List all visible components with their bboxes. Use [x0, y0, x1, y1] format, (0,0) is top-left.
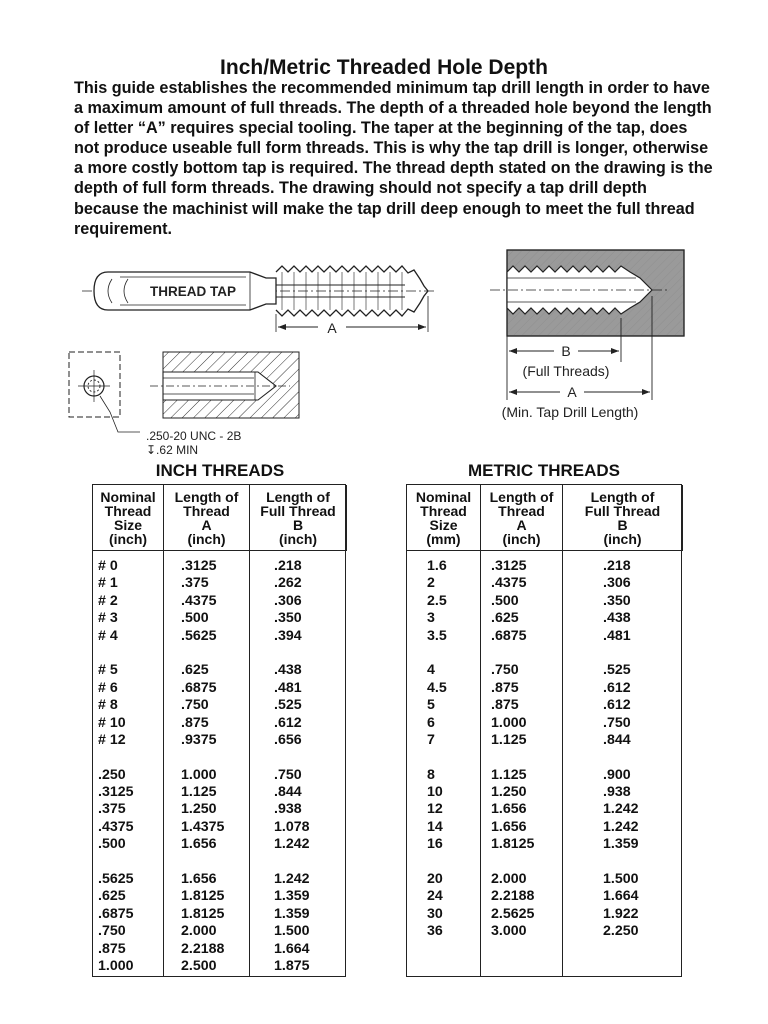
column-header: Length of Thread A (inch)	[164, 485, 250, 551]
page-title: Inch/Metric Threaded Hole Depth	[220, 56, 548, 79]
table-column	[563, 551, 683, 976]
table-cell: # 1	[98, 575, 118, 592]
table-cell: 1.656	[491, 818, 527, 835]
table-cell: .656	[274, 731, 302, 748]
table-cell: 3.000	[491, 923, 527, 940]
table-cell: 1.078	[274, 818, 310, 835]
table-cell: .5625	[181, 627, 217, 644]
table-cell: .6875	[98, 905, 134, 922]
dimension-a: A	[567, 384, 577, 400]
table-cell: .625	[491, 610, 519, 627]
table-cell: .306	[603, 575, 631, 592]
table-cell: 2.2188	[491, 888, 535, 905]
callout-depth: ↧.62 MIN	[146, 443, 199, 457]
table-cell: 24	[427, 888, 443, 905]
table-cell: # 6	[98, 679, 118, 696]
table-cell: 1.242	[603, 818, 639, 835]
table-cell: 1.242	[603, 801, 639, 818]
table-cell: 8	[427, 766, 435, 783]
table-cell: .481	[603, 627, 631, 644]
table-cell: 4	[427, 662, 435, 679]
column-header: Length of Full Thread B (inch)	[563, 485, 683, 551]
metric-threads-table	[406, 484, 682, 977]
column-header: Length of Thread A (inch)	[481, 485, 563, 551]
table-cell: .306	[274, 592, 302, 609]
table-cell: 5	[427, 697, 435, 714]
table-cell: 14	[427, 818, 443, 835]
table-cell: 1.250	[491, 784, 527, 801]
table-cell: 1.656	[181, 836, 217, 853]
table-cell: 1.4375	[181, 818, 225, 835]
table-cell: 1.922	[603, 905, 639, 922]
table-cell: .4375	[491, 575, 527, 592]
table-cell: .875	[491, 679, 519, 696]
table-cell: # 10	[98, 714, 126, 731]
table-column	[164, 551, 250, 976]
table-cell: 1.8125	[181, 888, 225, 905]
full-threads-label: (Full Threads)	[522, 363, 610, 379]
table-cell: 1.250	[181, 801, 217, 818]
column-header: Nominal Thread Size (mm)	[407, 485, 481, 551]
table-cell: .750	[181, 697, 209, 714]
table-cell: .875	[181, 714, 209, 731]
table-cell: 1.242	[274, 836, 310, 853]
table-cell: # 8	[98, 697, 118, 714]
table-cell: 1.359	[274, 905, 310, 922]
table-cell: # 0	[98, 558, 118, 574]
table-cell: 2.000	[181, 923, 217, 940]
table-column	[407, 551, 481, 976]
table-cell: 30	[427, 905, 443, 922]
table-cell: 1.656	[181, 871, 217, 888]
table-cell: 1.875	[274, 957, 310, 974]
intro-paragraph: This guide establishes the recommended minimum tap drill length in order to have a maximum amount of full threads. The depth of a threaded hole beyond the length of letter “A” requires special tooling. The taper at the beginning of the tap, does not produce useable full form threads. This is why the tap drill is longer, otherwise a more costly bottom tap is required. The thread depth stated on the drawing is the depth of full form threads. The drawing should not specify a tap drill depth because the machinist will make the tap drill deep enough to meet the full thread requirement.	[74, 79, 713, 238]
table-cell: .875	[491, 697, 519, 714]
table-cell: 2.250	[603, 923, 639, 940]
table-cell: .3125	[491, 558, 527, 574]
table-cell: .844	[603, 731, 631, 748]
table-cell: .481	[274, 679, 302, 696]
hatched-section	[150, 352, 299, 418]
table-cell: 1.125	[181, 784, 217, 801]
table-cell: .394	[274, 627, 302, 644]
table-cell: .900	[603, 766, 631, 783]
table-cell: .6875	[181, 679, 217, 696]
table-cell: .625	[98, 888, 126, 905]
table-cell: 16	[427, 836, 443, 853]
table-cell: 3.5	[427, 627, 447, 644]
table-cell: .500	[98, 836, 126, 853]
table-cell: .5625	[98, 871, 134, 888]
table-cell: .525	[603, 662, 631, 679]
table-cell: 1.500	[603, 871, 639, 888]
table-cell: # 2	[98, 592, 118, 609]
table-cell: .938	[274, 801, 302, 818]
table-cell: .500	[181, 610, 209, 627]
table-cell: .750	[603, 714, 631, 731]
table-cell: 1.125	[491, 731, 527, 748]
table-cell: 36	[427, 923, 443, 940]
table-cell: 3	[427, 610, 435, 627]
table-cell: .375	[98, 801, 126, 818]
hole-plan-view	[69, 352, 140, 432]
table-cell: .4375	[98, 818, 134, 835]
table-cell: 1.000	[181, 766, 217, 783]
table-cell: .218	[274, 558, 302, 574]
table-cell: 1.125	[491, 766, 527, 783]
dimension-b: B	[561, 343, 571, 359]
table-cell: .750	[98, 923, 126, 940]
table-column	[481, 551, 563, 976]
table-cell: .250	[98, 766, 126, 783]
table-cell: .525	[274, 697, 302, 714]
table-cell: .218	[603, 558, 631, 574]
table-cell: .938	[603, 784, 631, 801]
table-cell: .350	[274, 610, 302, 627]
table-cell: 1.8125	[181, 905, 225, 922]
table-cell: .4375	[181, 592, 217, 609]
table-column	[93, 551, 164, 976]
table-cell: .438	[603, 610, 631, 627]
table-cell: 6	[427, 714, 435, 731]
table-cell: .612	[274, 714, 302, 731]
table-cell: 1.000	[491, 714, 527, 731]
tap-dimension-a: A	[327, 320, 337, 336]
table-cell: 2.5625	[491, 905, 535, 922]
table-cell: 1.8125	[491, 836, 535, 853]
table-cell: 1.242	[274, 871, 310, 888]
table-cell: 2.000	[491, 871, 527, 888]
table-column	[250, 551, 347, 976]
table-cell: .750	[274, 766, 302, 783]
tap-diagrams	[0, 0, 768, 460]
table-cell: .3125	[98, 784, 134, 801]
min-drill-label: (Min. Tap Drill Length)	[501, 404, 639, 420]
table-cell: 1.500	[274, 923, 310, 940]
table-cell: .6875	[491, 627, 527, 644]
thread-tap-label: THREAD TAP	[150, 284, 236, 299]
column-header: Nominal Thread Size (inch)	[93, 485, 164, 551]
table-cell: 1.664	[603, 888, 639, 905]
table-cell: 2.5	[427, 592, 447, 609]
table-cell: .350	[603, 592, 631, 609]
table-cell: # 12	[98, 731, 126, 748]
table-cell: .875	[98, 940, 126, 957]
table-cell: # 5	[98, 662, 118, 679]
inch-threads-title: INCH THREADS	[155, 461, 285, 480]
table-cell: # 4	[98, 627, 118, 644]
column-header: Length of Full Thread B (inch)	[250, 485, 347, 551]
table-cell: .438	[274, 662, 302, 679]
table-cell: .844	[274, 784, 302, 801]
table-cell: 4.5	[427, 679, 447, 696]
table-cell: 20	[427, 871, 443, 888]
table-cell: .612	[603, 697, 631, 714]
inch-threads-table	[92, 484, 346, 977]
table-cell: .3125	[181, 558, 217, 574]
table-cell: 2	[427, 575, 435, 592]
table-cell: .375	[181, 575, 209, 592]
table-cell: .9375	[181, 731, 217, 748]
table-cell: 1.664	[274, 940, 310, 957]
table-cell: .262	[274, 575, 302, 592]
table-cell: .612	[603, 679, 631, 696]
table-cell: # 3	[98, 610, 118, 627]
table-cell: 2.2188	[181, 940, 225, 957]
metric-threads-title: METRIC THREADS	[467, 461, 621, 480]
table-cell: 7	[427, 731, 435, 748]
table-cell: .625	[181, 662, 209, 679]
table-cell: 12	[427, 801, 443, 818]
table-cell: 10	[427, 784, 443, 801]
table-cell: 1.359	[603, 836, 639, 853]
table-cell: 1.6	[427, 558, 447, 574]
table-cell: 1.656	[491, 801, 527, 818]
table-cell: .500	[491, 592, 519, 609]
table-cell: 1.000	[98, 957, 134, 974]
table-cell: 2.500	[181, 957, 217, 974]
callout-spec: .250-20 UNC - 2B	[146, 429, 242, 443]
table-cell: .750	[491, 662, 519, 679]
table-cell: 1.359	[274, 888, 310, 905]
thread-tap-drawing	[82, 266, 436, 332]
